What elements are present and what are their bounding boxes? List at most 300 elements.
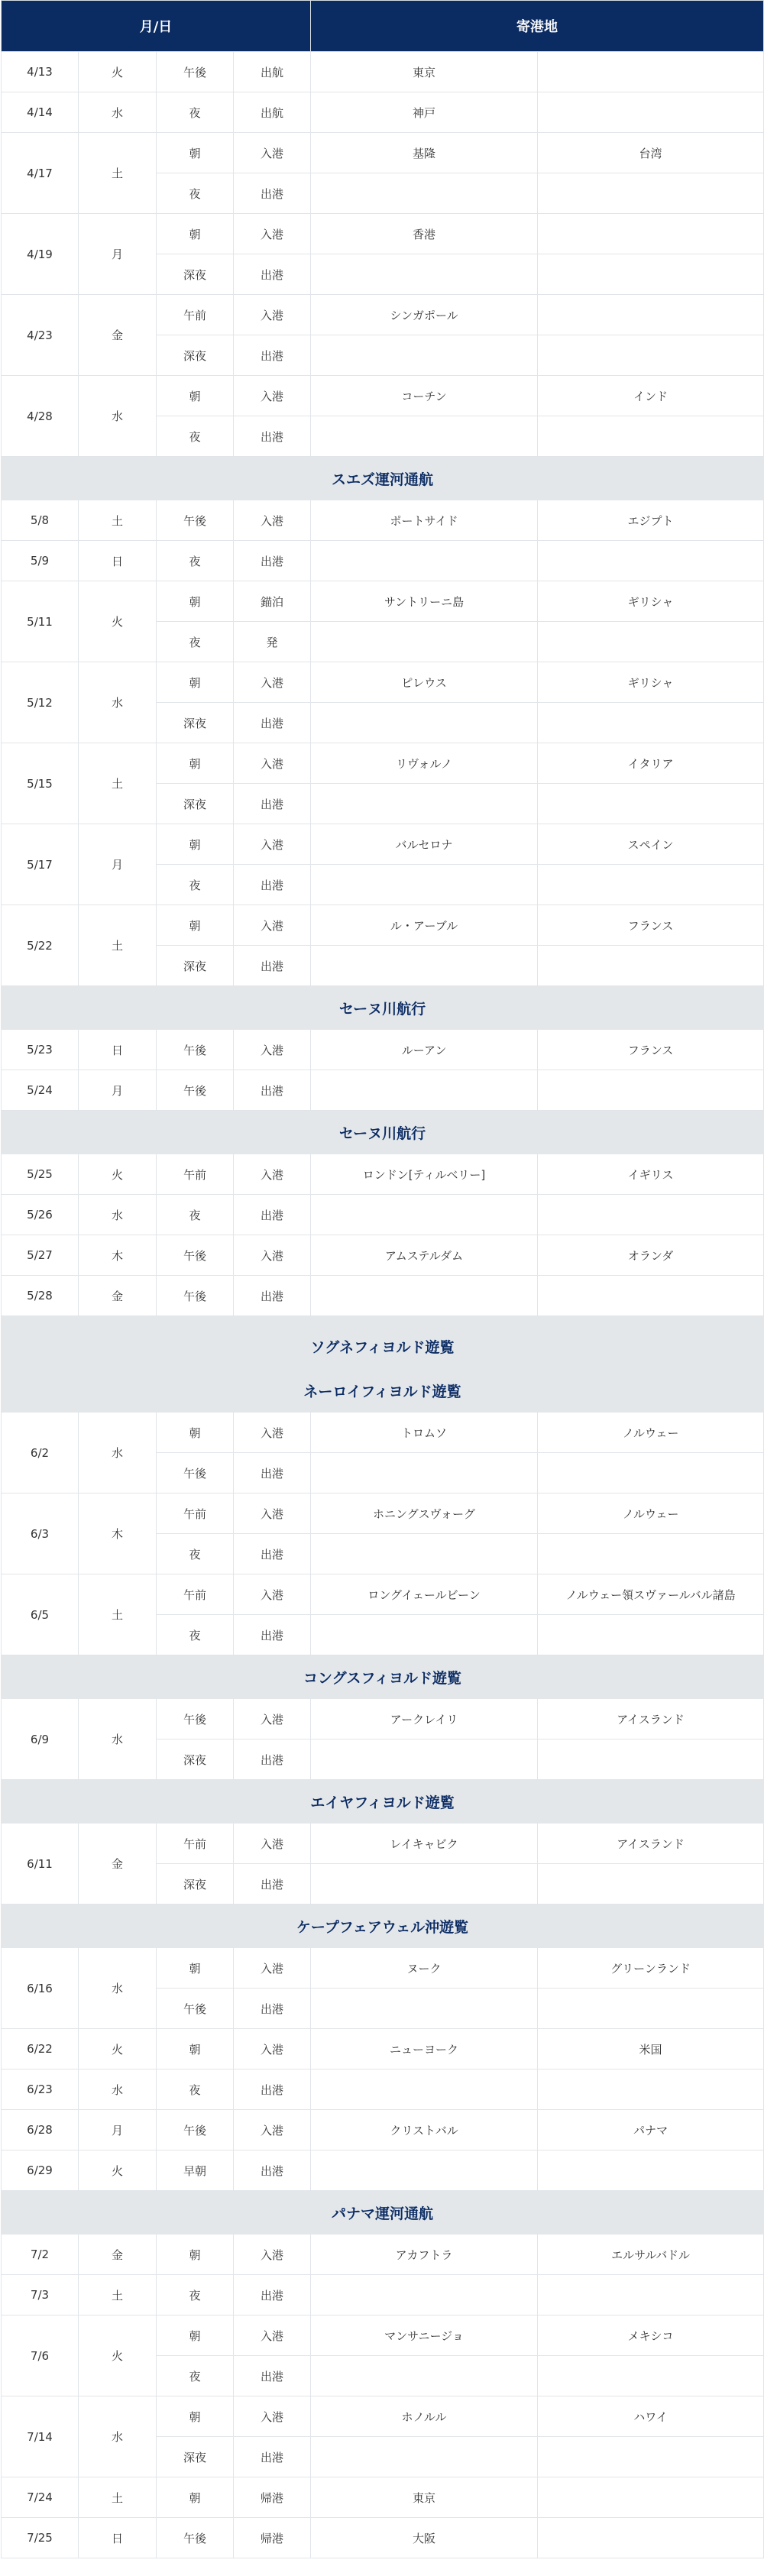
table-row xyxy=(2,581,764,622)
section-label: パナマ運河通航 xyxy=(2,2191,764,2235)
country-cell xyxy=(538,1615,764,1655)
action-cell: 出港 xyxy=(234,1615,311,1655)
country-cell: ギリシャ xyxy=(538,662,764,703)
time-cell: 朝 xyxy=(157,376,234,416)
date-cell: 5/26 xyxy=(2,1195,79,1235)
weekday-cell: 土 xyxy=(79,743,157,824)
country-cell xyxy=(538,946,764,986)
action-cell: 錨泊 xyxy=(234,581,311,622)
action-cell: 帰港 xyxy=(234,2518,311,2558)
country-cell: エジプト xyxy=(538,500,764,541)
port-cell xyxy=(311,1070,538,1111)
action-cell: 入港 xyxy=(234,743,311,784)
weekday-cell: 水 xyxy=(79,662,157,743)
time-cell: 朝 xyxy=(157,581,234,622)
port-cell: サントリーニ島 xyxy=(311,581,538,622)
port-cell xyxy=(311,1534,538,1574)
table-row xyxy=(2,905,764,946)
country-cell xyxy=(538,1864,764,1904)
table-row xyxy=(2,1070,764,1111)
weekday-cell: 土 xyxy=(79,133,157,214)
time-cell: 午後 xyxy=(157,1235,234,1276)
time-cell: 夜 xyxy=(157,2356,234,2396)
section-row xyxy=(2,1369,764,1413)
port-cell: ピレウス xyxy=(311,662,538,703)
action-cell: 入港 xyxy=(234,2110,311,2150)
section-label: コングスフィヨルド遊覧 xyxy=(2,1655,764,1699)
date-cell: 7/24 xyxy=(2,2477,79,2518)
weekday-cell: 金 xyxy=(79,295,157,376)
action-cell: 出港 xyxy=(234,416,311,457)
section-row xyxy=(2,1904,764,1948)
action-cell: 出港 xyxy=(234,2070,311,2110)
time-cell: 深夜 xyxy=(157,703,234,743)
port-cell xyxy=(311,1864,538,1904)
date-cell: 4/19 xyxy=(2,214,79,295)
action-cell: 出港 xyxy=(234,254,311,295)
time-cell: 朝 xyxy=(157,1948,234,1989)
table-row xyxy=(2,1030,764,1070)
action-cell: 出港 xyxy=(234,1453,311,1493)
section-row xyxy=(2,1316,764,1369)
port-cell: クリストバル xyxy=(311,2110,538,2150)
table-row xyxy=(2,2070,764,2110)
table-row xyxy=(2,133,764,173)
time-cell: 午後 xyxy=(157,52,234,92)
port-cell: 香港 xyxy=(311,214,538,254)
time-cell: 午後 xyxy=(157,1989,234,2029)
time-cell: 午後 xyxy=(157,2518,234,2558)
date-cell: 5/9 xyxy=(2,541,79,581)
action-cell: 入港 xyxy=(234,2396,311,2437)
table-row xyxy=(2,376,764,416)
country-cell xyxy=(538,254,764,295)
country-cell xyxy=(538,2437,764,2477)
country-cell xyxy=(538,52,764,92)
port-cell xyxy=(311,865,538,905)
weekday-cell: 火 xyxy=(79,2029,157,2070)
port-cell xyxy=(311,2070,538,2110)
action-cell: 入港 xyxy=(234,133,311,173)
action-cell: 出港 xyxy=(234,1534,311,1574)
time-cell: 午前 xyxy=(157,1574,234,1615)
time-cell: 夜 xyxy=(157,622,234,662)
table-row xyxy=(2,824,764,865)
action-cell: 帰港 xyxy=(234,2477,311,2518)
action-cell: 入港 xyxy=(234,1154,311,1195)
port-cell: レイキャビク xyxy=(311,1824,538,1864)
action-cell: 出航 xyxy=(234,52,311,92)
date-cell: 6/28 xyxy=(2,2110,79,2150)
port-cell: ポートサイド xyxy=(311,500,538,541)
weekday-cell: 木 xyxy=(79,1493,157,1574)
time-cell: 夜 xyxy=(157,541,234,581)
date-cell: 7/2 xyxy=(2,2235,79,2275)
port-cell: コーチン xyxy=(311,376,538,416)
country-cell: フランス xyxy=(538,905,764,946)
country-cell xyxy=(538,335,764,376)
port-cell: ロングイェールビーン xyxy=(311,1574,538,1615)
action-cell: 出港 xyxy=(234,1864,311,1904)
action-cell: 出港 xyxy=(234,2275,311,2315)
time-cell: 深夜 xyxy=(157,784,234,824)
time-cell: 深夜 xyxy=(157,946,234,986)
section-label: ソグネフィヨルド遊覧 xyxy=(2,1316,764,1369)
port-cell xyxy=(311,2437,538,2477)
time-cell: 夜 xyxy=(157,2275,234,2315)
table-header-row xyxy=(2,1,764,52)
country-cell xyxy=(538,541,764,581)
date-cell: 6/22 xyxy=(2,2029,79,2070)
action-cell: 入港 xyxy=(234,2235,311,2275)
country-cell xyxy=(538,2477,764,2518)
port-cell: マンサニージョ xyxy=(311,2315,538,2356)
country-cell xyxy=(538,1989,764,2029)
port-cell xyxy=(311,1739,538,1780)
table-row xyxy=(2,1413,764,1453)
weekday-cell: 月 xyxy=(79,2110,157,2150)
time-cell: 深夜 xyxy=(157,254,234,295)
table-row xyxy=(2,662,764,703)
action-cell: 出港 xyxy=(234,2437,311,2477)
table-row xyxy=(2,2396,764,2437)
country-cell: インド xyxy=(538,376,764,416)
action-cell: 出港 xyxy=(234,703,311,743)
date-cell: 6/5 xyxy=(2,1574,79,1655)
port-cell: ニューヨーク xyxy=(311,2029,538,2070)
port-cell: 東京 xyxy=(311,2477,538,2518)
section-label: スエズ運河通航 xyxy=(2,457,764,500)
port-cell xyxy=(311,622,538,662)
action-cell: 入港 xyxy=(234,905,311,946)
table-row xyxy=(2,2150,764,2191)
time-cell: 朝 xyxy=(157,662,234,703)
port-cell xyxy=(311,703,538,743)
country-cell xyxy=(538,2518,764,2558)
weekday-cell: 月 xyxy=(79,824,157,905)
weekday-cell: 金 xyxy=(79,1276,157,1316)
date-cell: 7/6 xyxy=(2,2315,79,2396)
section-row xyxy=(2,457,764,500)
country-cell xyxy=(538,622,764,662)
weekday-cell: 土 xyxy=(79,2477,157,2518)
action-cell: 入港 xyxy=(234,1030,311,1070)
table-row xyxy=(2,92,764,133)
country-cell: 米国 xyxy=(538,2029,764,2070)
section-row xyxy=(2,1655,764,1699)
time-cell: 夜 xyxy=(157,1195,234,1235)
country-cell xyxy=(538,2275,764,2315)
action-cell: 出港 xyxy=(234,865,311,905)
action-cell: 入港 xyxy=(234,1413,311,1453)
time-cell: 午後 xyxy=(157,2110,234,2150)
itinerary-table xyxy=(1,0,764,2558)
action-cell: 入港 xyxy=(234,1493,311,1534)
country-cell xyxy=(538,1276,764,1316)
action-cell: 出港 xyxy=(234,1276,311,1316)
country-cell: 台湾 xyxy=(538,133,764,173)
action-cell: 出港 xyxy=(234,1739,311,1780)
time-cell: 朝 xyxy=(157,133,234,173)
country-cell: エルサルバドル xyxy=(538,2235,764,2275)
time-cell: 夜 xyxy=(157,92,234,133)
time-cell: 朝 xyxy=(157,1413,234,1453)
table-row xyxy=(2,1493,764,1534)
weekday-cell: 水 xyxy=(79,1413,157,1493)
action-cell: 入港 xyxy=(234,824,311,865)
country-cell xyxy=(538,416,764,457)
date-cell: 5/23 xyxy=(2,1030,79,1070)
section-label: エイヤフィヨルド遊覧 xyxy=(2,1780,764,1824)
time-cell: 朝 xyxy=(157,905,234,946)
country-cell xyxy=(538,173,764,214)
weekday-cell: 日 xyxy=(79,2518,157,2558)
time-cell: 夜 xyxy=(157,2070,234,2110)
country-cell xyxy=(538,1453,764,1493)
country-cell: アイスランド xyxy=(538,1699,764,1739)
port-cell: ロンドン[ティルベリー] xyxy=(311,1154,538,1195)
action-cell: 入港 xyxy=(234,1948,311,1989)
time-cell: 深夜 xyxy=(157,2437,234,2477)
date-cell: 4/23 xyxy=(2,295,79,376)
country-cell xyxy=(538,2150,764,2191)
time-cell: 午前 xyxy=(157,1824,234,1864)
country-cell: アイスランド xyxy=(538,1824,764,1864)
action-cell: 入港 xyxy=(234,2315,311,2356)
date-cell: 6/2 xyxy=(2,1413,79,1493)
action-cell: 入港 xyxy=(234,1235,311,1276)
date-cell: 4/14 xyxy=(2,92,79,133)
date-cell: 6/23 xyxy=(2,2070,79,2110)
port-cell xyxy=(311,2356,538,2396)
port-cell: ル・アーブル xyxy=(311,905,538,946)
date-cell: 7/14 xyxy=(2,2396,79,2477)
action-cell: 出港 xyxy=(234,1070,311,1111)
port-cell xyxy=(311,1989,538,2029)
country-cell xyxy=(538,2070,764,2110)
section-label: セーヌ川航行 xyxy=(2,986,764,1030)
action-cell: 出港 xyxy=(234,541,311,581)
date-cell: 4/13 xyxy=(2,52,79,92)
port-cell xyxy=(311,1615,538,1655)
port-cell: 基隆 xyxy=(311,133,538,173)
weekday-cell: 水 xyxy=(79,376,157,457)
port-cell xyxy=(311,2150,538,2191)
port-cell: 神戸 xyxy=(311,92,538,133)
table-row xyxy=(2,1154,764,1195)
country-cell xyxy=(538,2356,764,2396)
weekday-cell: 月 xyxy=(79,214,157,295)
action-cell: 出港 xyxy=(234,2356,311,2396)
table-row xyxy=(2,1276,764,1316)
weekday-cell: 火 xyxy=(79,2150,157,2191)
table-row xyxy=(2,500,764,541)
port-cell: シンガポール xyxy=(311,295,538,335)
date-cell: 5/11 xyxy=(2,581,79,662)
action-cell: 出港 xyxy=(234,173,311,214)
country-cell xyxy=(538,703,764,743)
section-label: ケープフェアウェル沖遊覧 xyxy=(2,1904,764,1948)
date-cell: 6/11 xyxy=(2,1824,79,1904)
country-cell: グリーンランド xyxy=(538,1948,764,1989)
country-cell: スペイン xyxy=(538,824,764,865)
table-row xyxy=(2,1235,764,1276)
country-cell xyxy=(538,865,764,905)
country-cell: イギリス xyxy=(538,1154,764,1195)
itinerary-body xyxy=(2,52,764,2558)
port-cell: ルーアン xyxy=(311,1030,538,1070)
country-cell: パナマ xyxy=(538,2110,764,2150)
time-cell: 午後 xyxy=(157,1070,234,1111)
country-cell: フランス xyxy=(538,1030,764,1070)
action-cell: 出港 xyxy=(234,1195,311,1235)
date-cell: 5/17 xyxy=(2,824,79,905)
date-cell: 7/3 xyxy=(2,2275,79,2315)
port-cell xyxy=(311,1195,538,1235)
country-cell xyxy=(538,214,764,254)
port-cell xyxy=(311,1276,538,1316)
country-cell: ノルウェー xyxy=(538,1413,764,1453)
port-cell: 大阪 xyxy=(311,2518,538,2558)
country-cell: メキシコ xyxy=(538,2315,764,2356)
time-cell: 午後 xyxy=(157,1453,234,1493)
date-cell: 5/24 xyxy=(2,1070,79,1111)
time-cell: 夜 xyxy=(157,173,234,214)
time-cell: 朝 xyxy=(157,2235,234,2275)
date-cell: 4/28 xyxy=(2,376,79,457)
port-cell xyxy=(311,541,538,581)
action-cell: 入港 xyxy=(234,500,311,541)
table-row xyxy=(2,2275,764,2315)
country-cell xyxy=(538,295,764,335)
port-cell: トロムソ xyxy=(311,1413,538,1453)
weekday-cell: 火 xyxy=(79,581,157,662)
weekday-cell: 月 xyxy=(79,1070,157,1111)
date-cell: 4/17 xyxy=(2,133,79,214)
time-cell: 朝 xyxy=(157,824,234,865)
port-cell xyxy=(311,1453,538,1493)
country-cell xyxy=(538,1534,764,1574)
weekday-cell: 金 xyxy=(79,1824,157,1904)
port-cell: アークレイリ xyxy=(311,1699,538,1739)
date-column-header: 月/日 xyxy=(2,1,311,52)
action-cell: 入港 xyxy=(234,662,311,703)
section-label: ネーロイフィヨルド遊覧 xyxy=(2,1369,764,1413)
country-cell: ギリシャ xyxy=(538,581,764,622)
time-cell: 朝 xyxy=(157,2315,234,2356)
date-cell: 5/28 xyxy=(2,1276,79,1316)
action-cell: 入港 xyxy=(234,214,311,254)
weekday-cell: 土 xyxy=(79,500,157,541)
weekday-cell: 水 xyxy=(79,92,157,133)
port-cell xyxy=(311,173,538,214)
section-row xyxy=(2,1780,764,1824)
time-cell: 午後 xyxy=(157,1030,234,1070)
action-cell: 出港 xyxy=(234,784,311,824)
table-row xyxy=(2,1574,764,1615)
date-cell: 5/15 xyxy=(2,743,79,824)
port-cell xyxy=(311,335,538,376)
port-cell: 東京 xyxy=(311,52,538,92)
weekday-cell: 水 xyxy=(79,1699,157,1780)
port-cell: アカフトラ xyxy=(311,2235,538,2275)
table-row xyxy=(2,1195,764,1235)
port-cell: ヌーク xyxy=(311,1948,538,1989)
country-cell xyxy=(538,92,764,133)
date-cell: 6/9 xyxy=(2,1699,79,1780)
country-cell xyxy=(538,784,764,824)
time-cell: 朝 xyxy=(157,2396,234,2437)
action-cell: 発 xyxy=(234,622,311,662)
weekday-cell: 金 xyxy=(79,2235,157,2275)
port-cell xyxy=(311,946,538,986)
time-cell: 早朝 xyxy=(157,2150,234,2191)
weekday-cell: 水 xyxy=(79,1195,157,1235)
table-row xyxy=(2,2110,764,2150)
table-row xyxy=(2,1699,764,1739)
table-row xyxy=(2,2477,764,2518)
time-cell: 午前 xyxy=(157,1154,234,1195)
weekday-cell: 火 xyxy=(79,2315,157,2396)
section-row xyxy=(2,986,764,1030)
table-row xyxy=(2,2029,764,2070)
time-cell: 朝 xyxy=(157,214,234,254)
action-cell: 入港 xyxy=(234,376,311,416)
weekday-cell: 土 xyxy=(79,905,157,986)
section-row xyxy=(2,2191,764,2235)
weekday-cell: 水 xyxy=(79,1948,157,2029)
time-cell: 夜 xyxy=(157,865,234,905)
date-cell: 5/22 xyxy=(2,905,79,986)
action-cell: 入港 xyxy=(234,1699,311,1739)
port-cell xyxy=(311,784,538,824)
time-cell: 朝 xyxy=(157,743,234,784)
weekday-cell: 日 xyxy=(79,541,157,581)
weekday-cell: 日 xyxy=(79,1030,157,1070)
time-cell: 深夜 xyxy=(157,335,234,376)
date-cell: 5/25 xyxy=(2,1154,79,1195)
country-cell: ハワイ xyxy=(538,2396,764,2437)
date-cell: 7/25 xyxy=(2,2518,79,2558)
action-cell: 入港 xyxy=(234,1574,311,1615)
table-row xyxy=(2,295,764,335)
section-row xyxy=(2,1111,764,1154)
action-cell: 入港 xyxy=(234,295,311,335)
port-cell xyxy=(311,2275,538,2315)
date-cell: 5/12 xyxy=(2,662,79,743)
country-cell: ノルウェー xyxy=(538,1493,764,1534)
port-cell: ホニングスヴォーグ xyxy=(311,1493,538,1534)
time-cell: 午後 xyxy=(157,1699,234,1739)
country-cell xyxy=(538,1070,764,1111)
table-row xyxy=(2,52,764,92)
weekday-cell: 土 xyxy=(79,1574,157,1655)
country-cell: イタリア xyxy=(538,743,764,784)
time-cell: 朝 xyxy=(157,2029,234,2070)
action-cell: 出港 xyxy=(234,1989,311,2029)
weekday-cell: 土 xyxy=(79,2275,157,2315)
table-row xyxy=(2,743,764,784)
action-cell: 入港 xyxy=(234,2029,311,2070)
date-cell: 5/8 xyxy=(2,500,79,541)
time-cell: 深夜 xyxy=(157,1864,234,1904)
time-cell: 午後 xyxy=(157,500,234,541)
port-cell: ホノルル xyxy=(311,2396,538,2437)
table-row xyxy=(2,214,764,254)
weekday-cell: 火 xyxy=(79,52,157,92)
table-row xyxy=(2,2315,764,2356)
action-cell: 出港 xyxy=(234,946,311,986)
